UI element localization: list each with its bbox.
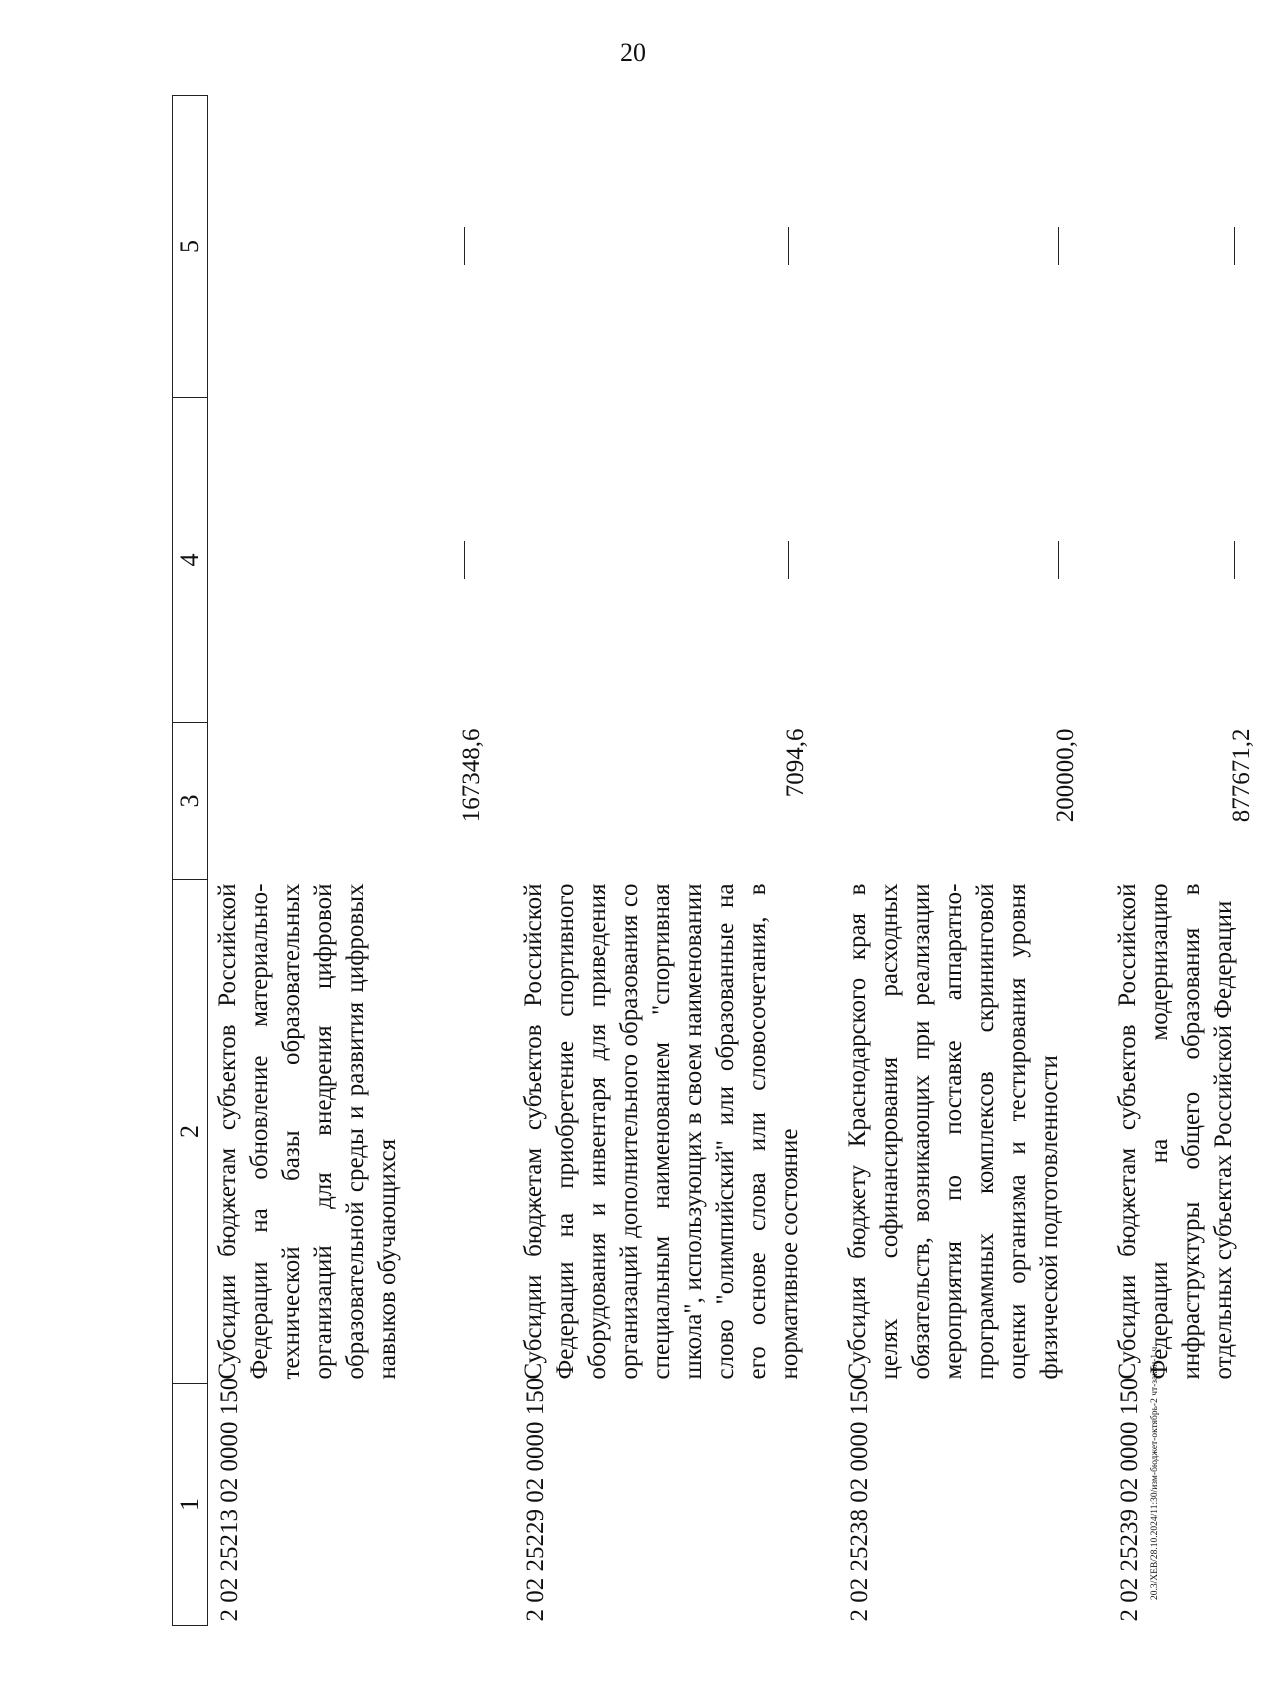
header-col-1: 1 [173,1384,208,1626]
col5-value [1108,96,1284,398]
dash-mark [1234,541,1235,579]
col5-value [208,96,515,398]
dash-mark [788,541,789,579]
col5-value [838,96,1108,398]
budget-code: 2 02 25238 02 0000 150 [846,1377,873,1622]
dash-mark [1234,228,1235,266]
col4-value [838,398,1108,723]
budget-description: Субсидии бюджетам субъектов Российской Федерации на приобретение спортивного оборудования и инвентаря для приведения организаций дополнительного образования со специальным наименованием "спортивная школа", использующих в своем наименовании слово "олимпийский" или образованные на его основе слова или словосочетания, в нормативное состояние [520,883,803,1380]
budget-table [172,95,1284,1626]
dash-mark [788,228,789,266]
budget-code: 2 02 25213 02 0000 150 [216,1377,243,1622]
col5-value [514,96,838,398]
col4-value [514,398,838,723]
header-col-4: 4 [173,398,208,723]
budget-amount: 200000,0 [1052,728,1079,823]
budget-description: Субсидии бюджетам субъектов Российской Федерации на обновление материально-технической базы образовательных организаций для внедрения цифровой образовательной среды и развития цифровых навыков обучающихся [214,883,401,1380]
table-row [208,96,515,1626]
dash-mark [1058,228,1059,266]
table-row [514,96,838,1626]
header-col-3: 3 [173,723,208,880]
budget-code: 2 02 25229 02 0000 150 [522,1377,549,1622]
dash-mark [464,541,465,579]
budget-amount: 877671,2 [1228,728,1255,823]
budget-amount: 167348,6 [458,728,485,823]
budget-description: Субсидии бюджетам субъектов Российской Федерации на модернизацию инфраструктуры общего образования в отдельных субъектах Российской Федерации [1114,883,1237,1380]
budget-amount: 7094,6 [782,728,809,798]
budget-code: 2 02 25239 02 0000 150 [1116,1377,1143,1622]
document-footer-code: 20.3/ХЕВ/28.10.2024/11:30/изм-бюджет-октябрь-2 чт-закон-1 ч. [1150,1344,1160,1600]
table-row [838,96,1108,1626]
dash-mark [1058,541,1059,579]
page-number: 20 [620,38,646,67]
dash-mark [464,228,465,266]
col4-value [1108,398,1284,723]
table-header-row [173,96,208,1626]
table-row [1108,96,1284,1626]
header-col-2: 2 [173,880,208,1384]
col4-value [208,398,515,723]
header-col-5: 5 [173,96,208,398]
budget-description: Субсидия бюджету Краснодарского края в целях софинансирования расходных обязательств, возникающих при реализации мероприятия по поставке аппаратно-программных комплексов скрининговой оценки организма и тестирования уровня физической подготовленности [844,883,1063,1380]
